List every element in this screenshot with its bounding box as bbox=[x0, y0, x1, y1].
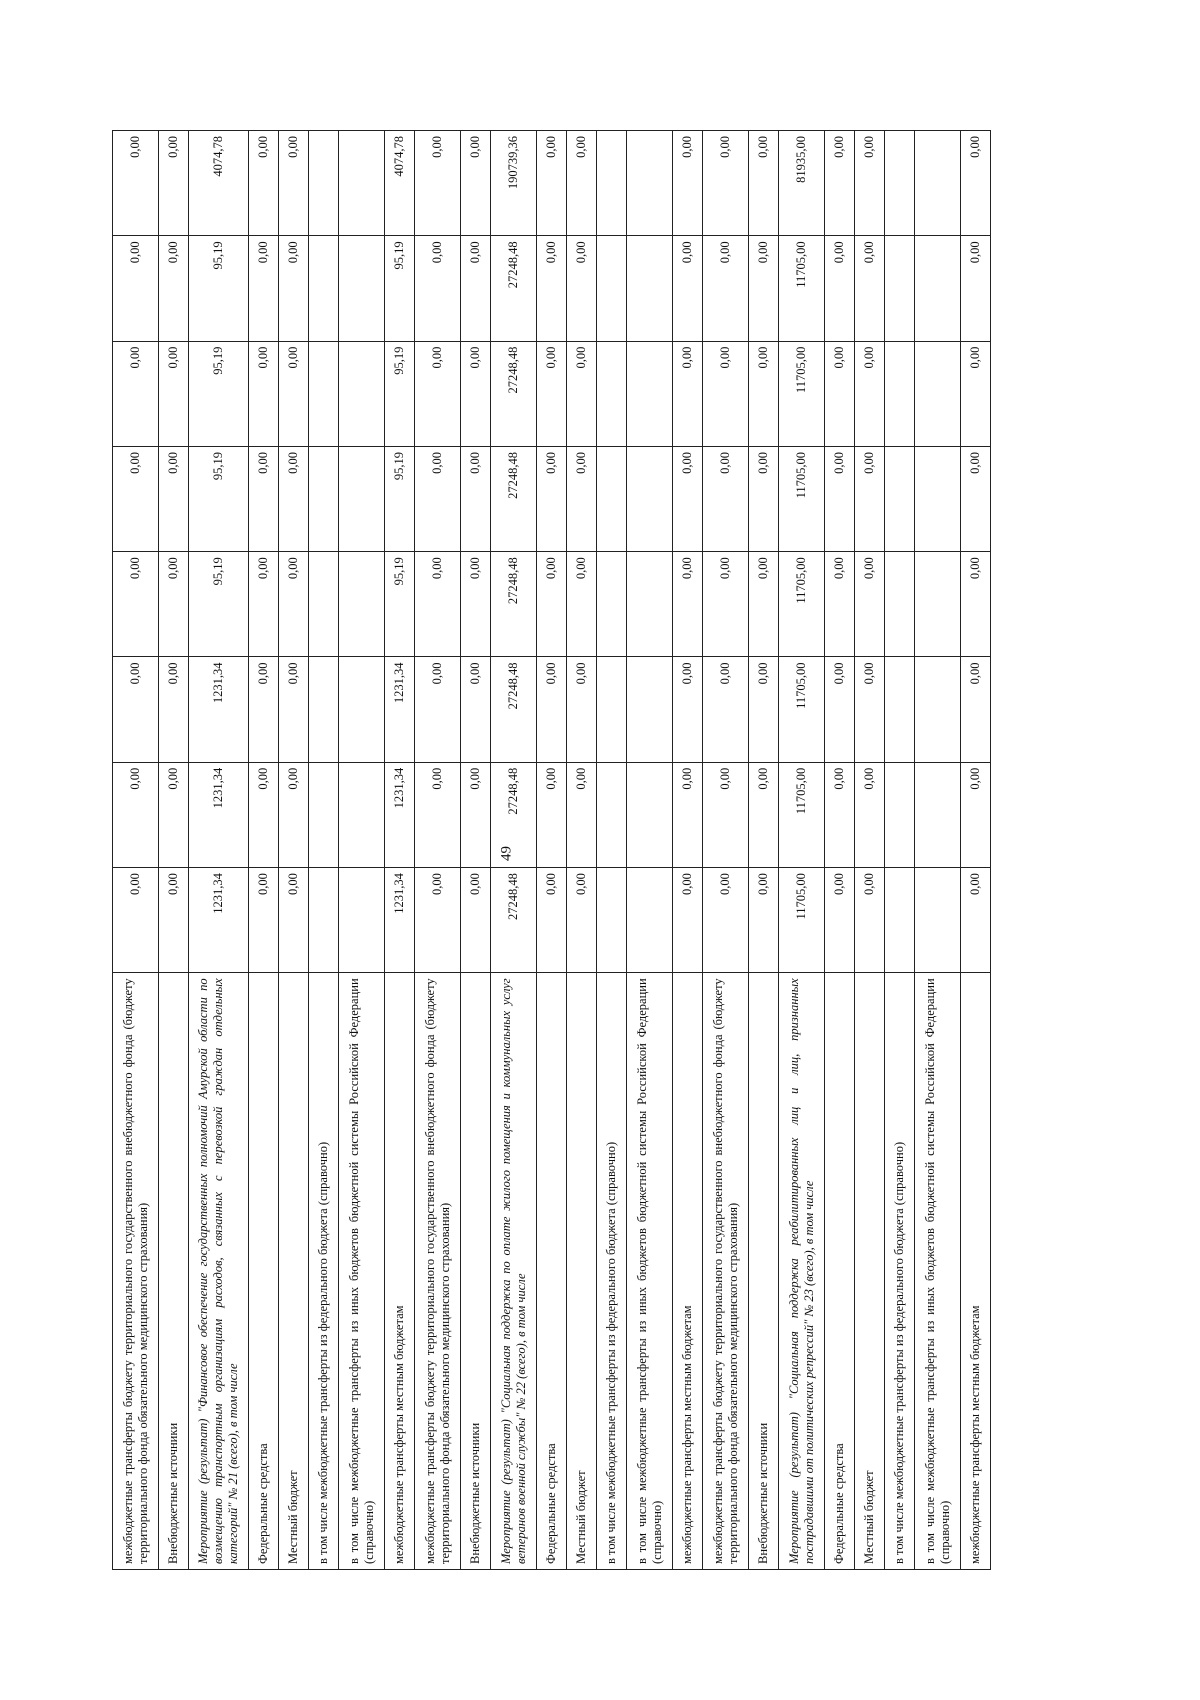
value-cell bbox=[339, 868, 385, 973]
value-cell: 0,00 bbox=[567, 131, 597, 236]
value-cell: 0,00 bbox=[279, 657, 309, 762]
value-cell: 0,00 bbox=[567, 657, 597, 762]
value-cell: 0,00 bbox=[279, 868, 309, 973]
table-row bbox=[159, 131, 189, 1570]
value-cell: 0,00 bbox=[249, 762, 279, 867]
value-cell: 0,00 bbox=[749, 236, 779, 341]
value-cell: 1231,34 bbox=[385, 762, 415, 867]
row-label: Местный бюджет bbox=[567, 973, 597, 1570]
value-cell: 0,00 bbox=[855, 341, 885, 446]
value-cell bbox=[627, 762, 673, 867]
value-cell: 0,00 bbox=[279, 131, 309, 236]
rotated-table-container bbox=[112, 130, 1062, 1570]
value-cell bbox=[339, 341, 385, 446]
value-cell bbox=[915, 657, 961, 762]
value-cell bbox=[885, 657, 915, 762]
value-cell: 0,00 bbox=[159, 131, 189, 236]
value-cell: 190739,36 bbox=[491, 131, 537, 236]
value-cell: 0,00 bbox=[855, 868, 885, 973]
value-cell bbox=[627, 131, 673, 236]
table-row bbox=[627, 131, 673, 1570]
value-cell: 1231,34 bbox=[189, 762, 249, 867]
value-cell: 0,00 bbox=[249, 236, 279, 341]
value-cell: 0,00 bbox=[415, 236, 461, 341]
row-label: межбюджетные трансферты бюджету территориального государственного внебюджетного фонда (бюджету территориального фонда обязательного медицинского страхования) bbox=[113, 973, 159, 1570]
value-cell: 0,00 bbox=[249, 657, 279, 762]
value-cell: 0,00 bbox=[567, 762, 597, 867]
value-cell bbox=[885, 236, 915, 341]
value-cell: 0,00 bbox=[749, 341, 779, 446]
value-cell: 0,00 bbox=[461, 131, 491, 236]
value-cell: 0,00 bbox=[703, 657, 749, 762]
row-label: Мероприятие (результат) "Социальная поддержка по оплате жилого помещения и коммунальных услуг ветеранов военной службы" № 22 (всего), в том числе bbox=[491, 973, 537, 1570]
value-cell: 4074,78 bbox=[385, 131, 415, 236]
value-cell: 0,00 bbox=[159, 552, 189, 657]
table-row bbox=[385, 131, 415, 1570]
value-cell: 0,00 bbox=[855, 762, 885, 867]
value-cell bbox=[597, 657, 627, 762]
value-cell bbox=[915, 341, 961, 446]
row-label: Федеральные средства bbox=[825, 973, 855, 1570]
value-cell bbox=[309, 657, 339, 762]
value-cell: 0,00 bbox=[279, 446, 309, 551]
row-label: в том числе межбюджетные трансферты из иных бюджетов бюджетной системы Российской Федерации (справочно) bbox=[627, 973, 673, 1570]
value-cell bbox=[885, 552, 915, 657]
value-cell: 27248,48 bbox=[491, 868, 537, 973]
value-cell: 27248,48 bbox=[491, 762, 537, 867]
table-row bbox=[339, 131, 385, 1570]
table-row bbox=[885, 131, 915, 1570]
value-cell: 0,00 bbox=[461, 552, 491, 657]
value-cell: 0,00 bbox=[961, 762, 991, 867]
value-cell: 0,00 bbox=[673, 657, 703, 762]
value-cell: 1231,34 bbox=[189, 657, 249, 762]
value-cell: 0,00 bbox=[113, 552, 159, 657]
value-cell: 0,00 bbox=[567, 446, 597, 551]
value-cell: 11705,00 bbox=[779, 341, 825, 446]
value-cell bbox=[627, 236, 673, 341]
row-label: в том числе межбюджетные трансферты из иных бюджетов бюджетной системы Российской Федерации (справочно) bbox=[339, 973, 385, 1570]
value-cell bbox=[915, 131, 961, 236]
value-cell: 0,00 bbox=[825, 236, 855, 341]
value-cell: 0,00 bbox=[249, 552, 279, 657]
table-row bbox=[537, 131, 567, 1570]
value-cell: 0,00 bbox=[961, 657, 991, 762]
value-cell bbox=[309, 131, 339, 236]
value-cell: 0,00 bbox=[825, 552, 855, 657]
value-cell: 95,19 bbox=[189, 341, 249, 446]
table-row bbox=[749, 131, 779, 1570]
table-row bbox=[113, 131, 159, 1570]
value-cell: 0,00 bbox=[703, 131, 749, 236]
value-cell: 0,00 bbox=[825, 446, 855, 551]
value-cell: 95,19 bbox=[385, 341, 415, 446]
table-row bbox=[279, 131, 309, 1570]
value-cell: 0,00 bbox=[703, 341, 749, 446]
value-cell: 0,00 bbox=[249, 868, 279, 973]
value-cell: 0,00 bbox=[537, 657, 567, 762]
value-cell: 0,00 bbox=[673, 446, 703, 551]
value-cell bbox=[339, 131, 385, 236]
row-label: Внебюджетные источники bbox=[159, 973, 189, 1570]
value-cell: 0,00 bbox=[461, 868, 491, 973]
value-cell: 0,00 bbox=[415, 552, 461, 657]
value-cell: 11705,00 bbox=[779, 236, 825, 341]
row-label: Внебюджетные источники bbox=[461, 973, 491, 1570]
value-cell: 81935,00 bbox=[779, 131, 825, 236]
value-cell bbox=[597, 236, 627, 341]
table-row bbox=[673, 131, 703, 1570]
value-cell: 27248,48 bbox=[491, 236, 537, 341]
value-cell bbox=[309, 762, 339, 867]
value-cell: 1231,34 bbox=[385, 657, 415, 762]
value-cell bbox=[309, 552, 339, 657]
value-cell bbox=[885, 341, 915, 446]
value-cell bbox=[597, 552, 627, 657]
value-cell: 0,00 bbox=[159, 762, 189, 867]
value-cell: 0,00 bbox=[673, 762, 703, 867]
value-cell bbox=[309, 341, 339, 446]
value-cell bbox=[339, 446, 385, 551]
value-cell: 0,00 bbox=[113, 236, 159, 341]
value-cell: 0,00 bbox=[567, 236, 597, 341]
value-cell: 95,19 bbox=[385, 236, 415, 341]
value-cell bbox=[885, 868, 915, 973]
value-cell bbox=[309, 868, 339, 973]
value-cell: 0,00 bbox=[537, 446, 567, 551]
value-cell: 0,00 bbox=[703, 446, 749, 551]
row-label: Местный бюджет bbox=[279, 973, 309, 1570]
value-cell: 0,00 bbox=[961, 341, 991, 446]
value-cell bbox=[915, 868, 961, 973]
value-cell: 0,00 bbox=[749, 446, 779, 551]
table-row bbox=[961, 131, 991, 1570]
value-cell bbox=[339, 236, 385, 341]
value-cell: 0,00 bbox=[537, 341, 567, 446]
page-number: 49 bbox=[498, 846, 515, 861]
table-row bbox=[825, 131, 855, 1570]
table-row bbox=[855, 131, 885, 1570]
value-cell: 0,00 bbox=[113, 341, 159, 446]
value-cell: 0,00 bbox=[159, 868, 189, 973]
value-cell: 0,00 bbox=[825, 131, 855, 236]
row-label: межбюджетные трансферты местным бюджетам bbox=[385, 973, 415, 1570]
value-cell: 0,00 bbox=[279, 341, 309, 446]
value-cell bbox=[627, 341, 673, 446]
value-cell: 0,00 bbox=[703, 236, 749, 341]
value-cell bbox=[597, 341, 627, 446]
row-label: в том числе межбюджетные трансферты из федерального бюджета (справочно) bbox=[597, 973, 627, 1570]
value-cell: 0,00 bbox=[855, 552, 885, 657]
value-cell: 0,00 bbox=[415, 868, 461, 973]
value-cell: 95,19 bbox=[189, 552, 249, 657]
value-cell bbox=[309, 446, 339, 551]
value-cell bbox=[627, 552, 673, 657]
value-cell: 0,00 bbox=[113, 868, 159, 973]
row-label: межбюджетные трансферты местным бюджетам bbox=[961, 973, 991, 1570]
row-label: Мероприятие (результат) "Социальная поддержка реабилитированных лиц и лиц, признанных пострадавшими от политических репрессий" № 23 (всего), в том числе bbox=[779, 973, 825, 1570]
value-cell: 0,00 bbox=[537, 236, 567, 341]
row-label: Внебюджетные источники bbox=[749, 973, 779, 1570]
value-cell bbox=[915, 762, 961, 867]
value-cell: 0,00 bbox=[855, 446, 885, 551]
value-cell: 0,00 bbox=[749, 131, 779, 236]
value-cell: 0,00 bbox=[113, 762, 159, 867]
value-cell: 0,00 bbox=[855, 657, 885, 762]
value-cell: 0,00 bbox=[415, 762, 461, 867]
value-cell: 27248,48 bbox=[491, 341, 537, 446]
value-cell: 0,00 bbox=[159, 341, 189, 446]
value-cell: 27248,48 bbox=[491, 446, 537, 551]
value-cell: 0,00 bbox=[537, 868, 567, 973]
value-cell: 0,00 bbox=[279, 236, 309, 341]
value-cell: 0,00 bbox=[673, 341, 703, 446]
value-cell: 0,00 bbox=[855, 236, 885, 341]
value-cell: 0,00 bbox=[749, 657, 779, 762]
value-cell bbox=[885, 131, 915, 236]
value-cell bbox=[885, 446, 915, 551]
value-cell bbox=[339, 657, 385, 762]
value-cell: 11705,00 bbox=[779, 762, 825, 867]
value-cell: 11705,00 bbox=[779, 657, 825, 762]
row-label: в том числе межбюджетные трансферты из федерального бюджета (справочно) bbox=[885, 973, 915, 1570]
value-cell: 1231,34 bbox=[189, 868, 249, 973]
row-label: межбюджетные трансферты бюджету территориального государственного внебюджетного фонда (бюджету территориального фонда обязательного медицинского страхования) bbox=[703, 973, 749, 1570]
value-cell: 0,00 bbox=[113, 131, 159, 236]
value-cell: 0,00 bbox=[159, 446, 189, 551]
row-label: межбюджетные трансферты бюджету территориального государственного внебюджетного фонда (бюджету территориального фонда обязательного медицинского страхования) bbox=[415, 973, 461, 1570]
value-cell: 0,00 bbox=[673, 131, 703, 236]
value-cell: 0,00 bbox=[567, 341, 597, 446]
value-cell: 0,00 bbox=[703, 762, 749, 867]
row-label: Местный бюджет bbox=[855, 973, 885, 1570]
value-cell: 0,00 bbox=[961, 552, 991, 657]
value-cell: 0,00 bbox=[279, 552, 309, 657]
value-cell bbox=[339, 762, 385, 867]
table-row bbox=[461, 131, 491, 1570]
value-cell: 0,00 bbox=[537, 552, 567, 657]
value-cell: 0,00 bbox=[703, 868, 749, 973]
value-cell bbox=[915, 236, 961, 341]
budget-table bbox=[112, 130, 991, 1570]
value-cell: 0,00 bbox=[249, 341, 279, 446]
value-cell bbox=[627, 868, 673, 973]
value-cell: 0,00 bbox=[537, 131, 567, 236]
value-cell: 95,19 bbox=[189, 236, 249, 341]
value-cell: 0,00 bbox=[961, 131, 991, 236]
table-row bbox=[249, 131, 279, 1570]
value-cell: 0,00 bbox=[415, 657, 461, 762]
value-cell: 0,00 bbox=[461, 762, 491, 867]
value-cell: 0,00 bbox=[825, 868, 855, 973]
value-cell: 0,00 bbox=[159, 236, 189, 341]
value-cell: 95,19 bbox=[385, 552, 415, 657]
value-cell: 0,00 bbox=[159, 657, 189, 762]
value-cell bbox=[597, 868, 627, 973]
table-row bbox=[779, 131, 825, 1570]
value-cell: 0,00 bbox=[113, 657, 159, 762]
value-cell: 0,00 bbox=[749, 762, 779, 867]
value-cell: 0,00 bbox=[461, 657, 491, 762]
table-row bbox=[915, 131, 961, 1570]
value-cell: 95,19 bbox=[385, 446, 415, 551]
value-cell bbox=[885, 762, 915, 867]
value-cell: 0,00 bbox=[825, 762, 855, 867]
row-label: в том числе межбюджетные трансферты из федерального бюджета (справочно) bbox=[309, 973, 339, 1570]
table-row bbox=[491, 131, 537, 1570]
value-cell bbox=[597, 131, 627, 236]
value-cell: 0,00 bbox=[673, 868, 703, 973]
value-cell: 27248,48 bbox=[491, 657, 537, 762]
row-label: Мероприятие (результат) "Финансовое обеспечение государственных полномочий Амурской области по возмещению транспортным организациям расходов, связанных с перевозкой граждан отдельных категорий" № 21 (всего), в том числе bbox=[189, 973, 249, 1570]
value-cell: 0,00 bbox=[537, 762, 567, 867]
value-cell: 0,00 bbox=[825, 341, 855, 446]
value-cell: 0,00 bbox=[461, 446, 491, 551]
value-cell: 0,00 bbox=[415, 131, 461, 236]
table-row bbox=[415, 131, 461, 1570]
value-cell: 0,00 bbox=[961, 236, 991, 341]
value-cell bbox=[627, 657, 673, 762]
value-cell: 0,00 bbox=[961, 446, 991, 551]
table-row bbox=[597, 131, 627, 1570]
value-cell: 0,00 bbox=[461, 341, 491, 446]
row-label: межбюджетные трансферты местным бюджетам bbox=[673, 973, 703, 1570]
value-cell: 0,00 bbox=[825, 657, 855, 762]
value-cell: 27248,48 bbox=[491, 552, 537, 657]
value-cell bbox=[915, 552, 961, 657]
value-cell: 0,00 bbox=[113, 446, 159, 551]
table-row bbox=[189, 131, 249, 1570]
value-cell: 0,00 bbox=[703, 552, 749, 657]
value-cell: 1231,34 bbox=[385, 868, 415, 973]
value-cell: 0,00 bbox=[673, 552, 703, 657]
value-cell: 95,19 bbox=[189, 446, 249, 551]
value-cell bbox=[915, 446, 961, 551]
value-cell: 0,00 bbox=[279, 762, 309, 867]
value-cell: 0,00 bbox=[415, 341, 461, 446]
table-row bbox=[703, 131, 749, 1570]
value-cell: 0,00 bbox=[415, 446, 461, 551]
row-label: Федеральные средства bbox=[537, 973, 567, 1570]
value-cell bbox=[597, 762, 627, 867]
value-cell bbox=[597, 446, 627, 551]
value-cell: 0,00 bbox=[461, 236, 491, 341]
value-cell: 0,00 bbox=[249, 446, 279, 551]
value-cell: 11705,00 bbox=[779, 552, 825, 657]
table-row bbox=[567, 131, 597, 1570]
row-label: в том числе межбюджетные трансферты из иных бюджетов бюджетной системы Российской Федерации (справочно) bbox=[915, 973, 961, 1570]
row-label: Федеральные средства bbox=[249, 973, 279, 1570]
value-cell bbox=[627, 446, 673, 551]
table-body bbox=[113, 131, 991, 1570]
value-cell: 0,00 bbox=[961, 868, 991, 973]
value-cell bbox=[339, 552, 385, 657]
value-cell: 0,00 bbox=[567, 868, 597, 973]
value-cell: 0,00 bbox=[249, 131, 279, 236]
value-cell: 0,00 bbox=[567, 552, 597, 657]
value-cell: 0,00 bbox=[749, 552, 779, 657]
value-cell: 0,00 bbox=[749, 868, 779, 973]
value-cell: 11705,00 bbox=[779, 446, 825, 551]
value-cell: 11705,00 bbox=[779, 868, 825, 973]
table-row bbox=[309, 131, 339, 1570]
value-cell bbox=[309, 236, 339, 341]
value-cell: 4074,78 bbox=[189, 131, 249, 236]
value-cell: 0,00 bbox=[855, 131, 885, 236]
value-cell: 0,00 bbox=[673, 236, 703, 341]
